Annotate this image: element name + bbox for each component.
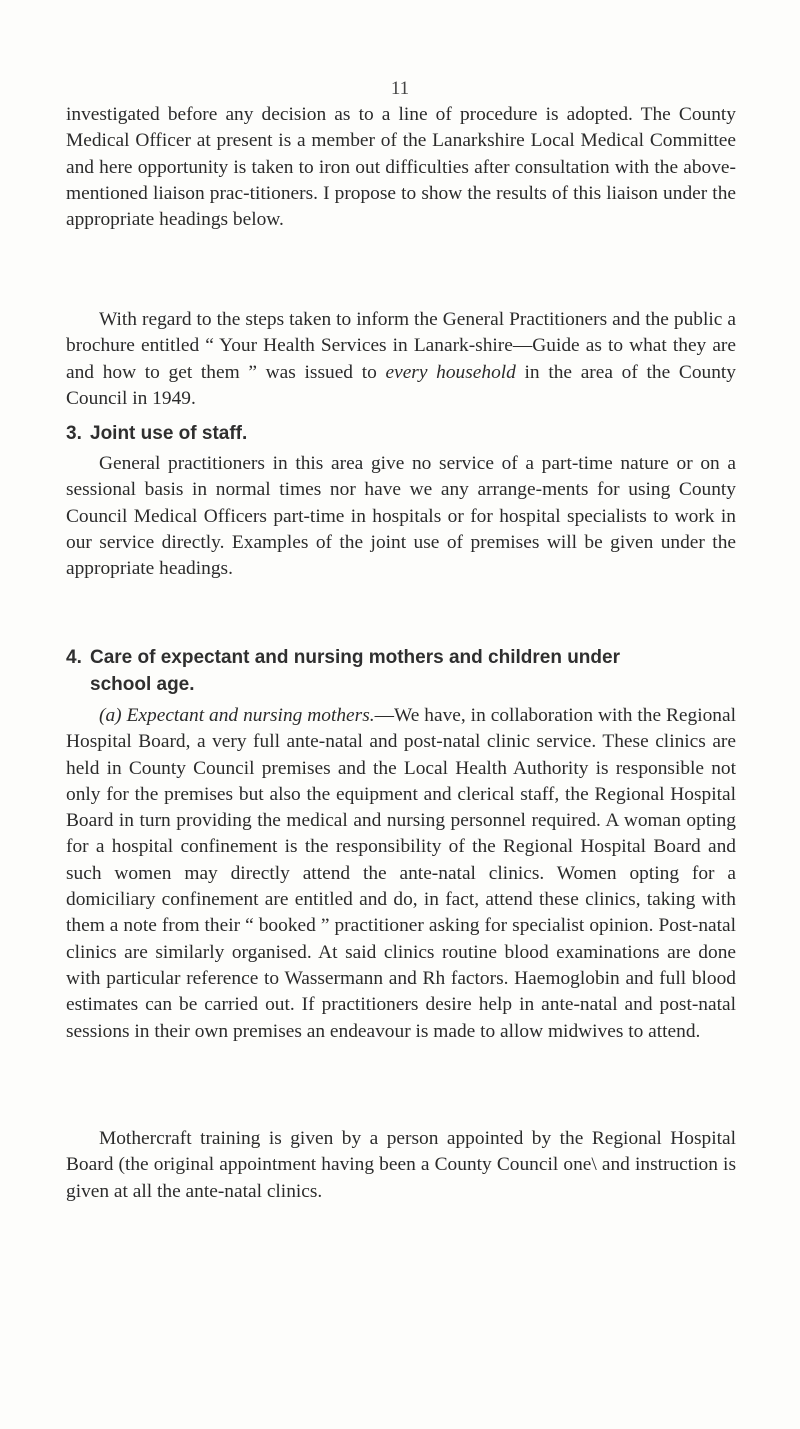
intro-paragraph-1: [66, 102, 736, 233]
intro-paragraph-1-text: investigated before any decision as to a line of procedure is adopted. The County Medical Officer at present is a member of the Lanarkshire Local Medical Committee and here opportunity is taken to iron out difficulties after consultation with the above-mentioned liaison prac-titioners. I propose to show the results of this liaison under the appropriate headings below.: [66, 104, 736, 231]
section-3-number: 3.: [66, 423, 82, 444]
mothercraft-text: Mothercraft training is given by a person appointed by the Regional Hospital Board (the original appointment having been a County Council one\ and instruction is given at all the ante-natal clinics.: [66, 1128, 736, 1202]
section-4-title-line-2: school age.: [90, 674, 195, 695]
section-4a-body: —We have, in collaboration with the Regional Hospital Board, a very full ante-natal and post-natal clinic service. These clinics are held in County Council premises and the Local Health Authority is responsible not only for the premises but also the equipment and clerical staff, the Regional Hospital Board in turn providing the medical and nursing personnel required. A woman opting for a hospital confinement is the responsibility of the Regional Hospital Board and such women may directly attend the ante-natal clinics. Women opting for a domiciliary confinement are entitled and do, in fact, attend these clinics, taking with them a note from their “ booked ” practitioner asking for specialist opinion. Post-natal clinics are similarly organised. At said clinics routine blood examinations are done with particular reference to Wassermann and Rh factors. Haemoglobin and full blood estimates can be carried out. If practitioners desire help in ante-natal and post-natal sessions in their own premises an endeavour is made to allow midwives to attend.: [66, 705, 736, 1042]
intro-paragraph-2: [66, 307, 736, 412]
section-3-body: [66, 451, 736, 582]
intro-paragraph-2-end: in the area of the County Council in 1949.: [66, 361, 736, 409]
intro-paragraph-2-emphasis: every household: [385, 361, 516, 383]
intro-paragraph-2-start: With regard to the steps taken to inform the General Practitioners and the public a brochure entitled “ Your Health Services in Lanark-shire—Guide as to what they are and how to get them ” was issued to: [66, 309, 736, 383]
section-3-title: Joint use of staff.: [90, 423, 248, 444]
section-3-heading: [66, 420, 746, 447]
section-4-number: 4.: [66, 647, 82, 668]
section-4a-label: (a): [99, 705, 122, 726]
section-3-body-text: General practitioners in this area give no service of a part-time nature or on a sessional basis in normal times nor have we any arrange-ments for using County Council Medical Officers part-time in hospitals or for hospital specialists to work in our service directly. Examples of the joint use of premises will be given under the appropriate headings.: [66, 453, 736, 580]
section-4-title-line-1: Care of expectant and nursing mothers and children under: [90, 647, 620, 668]
page-number: 11: [390, 78, 410, 99]
section-4a-text: [66, 703, 736, 1045]
section-4a-title: Expectant and nursing mothers.: [126, 705, 375, 726]
section-4a-paragraph: [66, 703, 736, 1045]
intro-paragraph-2-text: [66, 307, 736, 412]
mothercraft-paragraph: [66, 1126, 736, 1205]
section-4-heading: [66, 644, 746, 698]
